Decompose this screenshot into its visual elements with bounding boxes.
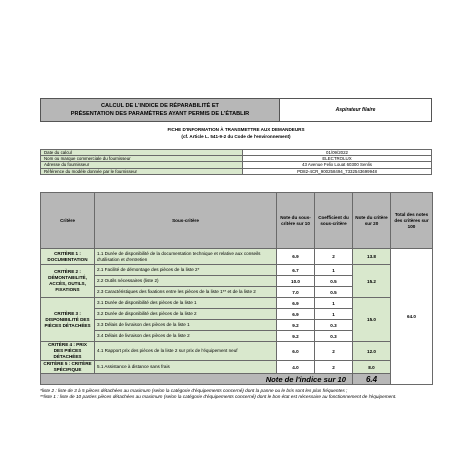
info-label: Nom ou marque commerciale du fournisseur (41, 156, 243, 162)
criterion-5: CRITÈRE 5 : CRITÈRE SPÉCIFIQUE (41, 361, 95, 374)
header-coefficient: Coefficient du sous-critère (315, 193, 353, 249)
sub-coef: 0.3 (315, 320, 353, 331)
info-value: ELECTROLUX (243, 156, 432, 162)
document-title (40, 98, 280, 122)
sub-note: 6.7 (277, 265, 315, 276)
info-value: PD82-4CR_900258494_7332543699948 (243, 168, 432, 174)
sub-criterion: 2.1 Facilité de démontage des pièces de la liste 2* (95, 265, 277, 276)
info-value: 43 Avenue Felix Louat 60300 Senlis (243, 162, 432, 168)
header-note-critere: Note du critère sur 20 (353, 193, 391, 249)
title-line-1: CALCUL DE L'INDICE DE RÉPARABILITÉ ET (101, 103, 219, 109)
table-row (41, 361, 433, 374)
title-block (40, 98, 432, 122)
sub-coef: 1 (315, 298, 353, 309)
sub-criterion: 2.3 Caractéristiques des fixations entre les pièces de la liste 1** et de la liste 2 (95, 287, 277, 298)
sub-criterion: 1.1 Durée de disponibilité de la documentation technique et relative aux conseils d'utilisation et d'entretien (95, 249, 277, 265)
sub-note: 4.0 (277, 361, 315, 374)
sub-note: 10.0 (277, 276, 315, 287)
sub-note: 6.9 (277, 309, 315, 320)
title-line-2: PRÉSENTATION DES PARAMÈTRES AYANT PERMIS DE L'ÉTABLIR (70, 111, 250, 117)
sub-coef: 0.5 (315, 276, 353, 287)
footnotes (40, 388, 436, 401)
table-row (41, 249, 433, 265)
criterion-score: 15.0 (353, 298, 391, 342)
sub-coef: 2 (315, 361, 353, 374)
sub-criterion: 3.4 Délais de livraison des pièces de la liste 2 (95, 331, 277, 342)
criterion-4: CRITÈRE 4 : PRIX DES PIÈCES DÉTACHÉES (41, 342, 95, 361)
info-label: Date du calcul (41, 150, 243, 156)
criterion-2: CRITÈRE 2 : DÉMONTABILITÉ, ACCÈS, OUTILS, FIXATIONS (41, 265, 95, 298)
footnote-liste-2: *liste 2 : liste de 3 à 5 pièces détachées au maximum (selon la catégorie d'équipements concerné) dont la panne ou le bris sont les plus fréquentes ; (40, 388, 348, 393)
table-row (41, 265, 433, 276)
header-note-sous-critere: Note du sous-critère sur 10 (277, 193, 315, 249)
sub-criterion: 3.1 Durée de disponibilité des pièces de la liste 1 (95, 298, 277, 309)
total-score: 64.0 (391, 249, 433, 385)
fiche-line-1: FICHE D'INFORMATION À TRANSMETTRE AUX DEMANDEURS (167, 127, 305, 132)
info-label: Adresse du fournisseur (41, 162, 243, 168)
sub-criterion: 5.1 Assistance à distance sans frais (95, 361, 277, 374)
table-row (41, 298, 433, 309)
final-row (41, 374, 433, 385)
sub-note: 6.9 (277, 249, 315, 265)
sub-note: 9.2 (277, 320, 315, 331)
fiche-line-2: (cf. Article L. 541-9-2 du Code de l'environnement) (181, 134, 291, 139)
repairability-table (40, 192, 433, 385)
info-value: 01/09/2022 (243, 150, 432, 156)
sub-note: 6.0 (277, 342, 315, 361)
info-label: Référence du modèle donnée par le fournisseur (41, 168, 243, 174)
sub-coef: 1 (315, 309, 353, 320)
info-row (41, 168, 432, 174)
sub-coef: 0.3 (315, 331, 353, 342)
sub-criterion: 3.2 Durée de disponibilité des pièces de la liste 2 (95, 309, 277, 320)
sub-criterion: 4.1 Rapport prix des pièces de la liste 2 sur prix de l'équipement neuf (95, 342, 277, 361)
sub-coef: 2 (315, 249, 353, 265)
header-critere: Critère (41, 193, 95, 249)
footnote-liste-1: **liste 1 : liste de 10 parties pièces détachées au maximum (selon la catégorie d'équipements concerné) dont le bon état est nécessaire au fonctionnement de l'équipement. (40, 394, 397, 400)
criterion-score: 13.8 (353, 249, 391, 265)
criterion-score: 12.0 (353, 342, 391, 361)
sub-criterion: 3.3 Délais de livraison des pièces de la liste 1 (95, 320, 277, 331)
criterion-3: CRITÈRE 3 : DISPONIBILITÉ DES PIÈCES DÉTACHÉES (41, 298, 95, 342)
sub-criterion: 2.2 Outils nécessaires (liste 2) (95, 276, 277, 287)
header-total: Total des notes des critères sur 100 (391, 193, 433, 249)
criterion-score: 15.2 (353, 265, 391, 298)
header-sous-critere: Sous-critère (95, 193, 277, 249)
sub-note: 9.2 (277, 331, 315, 342)
sub-note: 7.0 (277, 287, 315, 298)
product-category: Aspirateur filaire (280, 98, 432, 122)
sub-coef: 1 (315, 265, 353, 276)
sub-coef: 2 (315, 342, 353, 361)
supplier-info-table (40, 149, 432, 175)
final-index-label: Note de l'indice sur 10 (41, 374, 353, 385)
criterion-1: CRITÈRE 1 : DOCUMENTATION (41, 249, 95, 265)
sub-note: 6.9 (277, 298, 315, 309)
fiche-heading (40, 126, 432, 140)
criterion-score: 8.0 (353, 361, 391, 374)
sub-coef: 0.5 (315, 287, 353, 298)
final-index-value: 6.4 (353, 374, 391, 385)
table-row (41, 342, 433, 361)
